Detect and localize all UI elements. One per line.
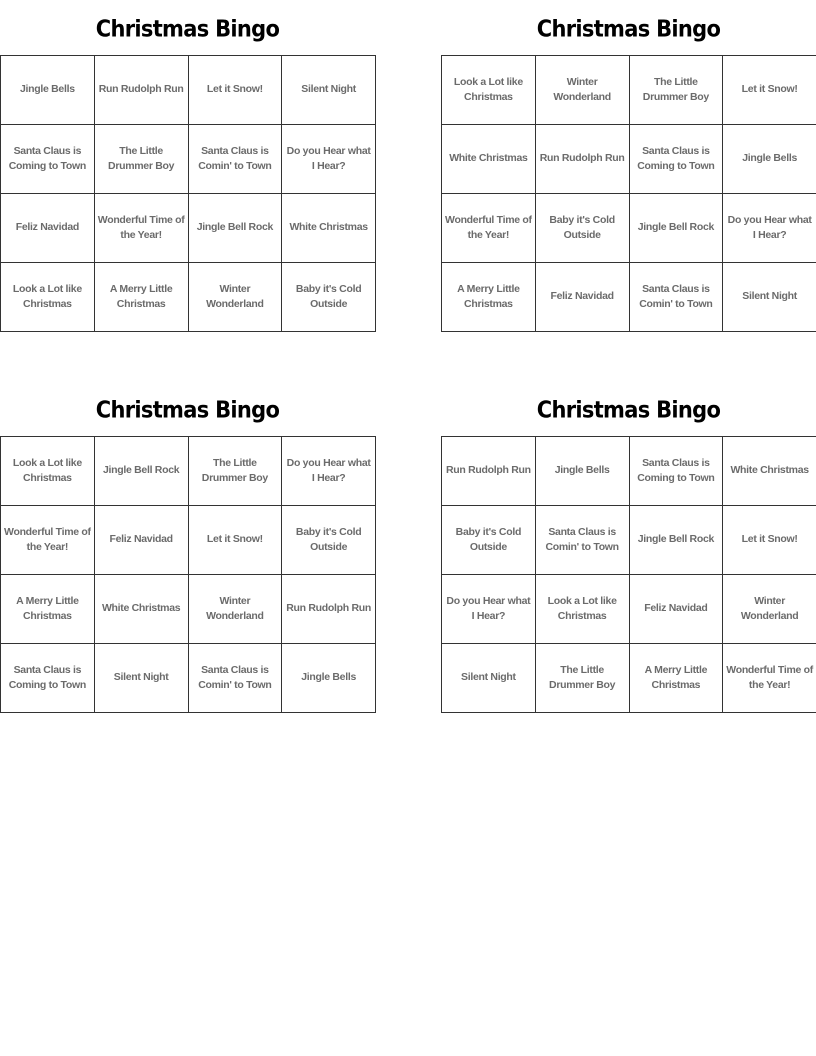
bingo-cell: Winter Wonderland xyxy=(535,56,629,125)
bingo-cell: Wonderful Time of the Year! xyxy=(1,506,95,575)
grid-row xyxy=(442,644,816,713)
bingo-cell: Jingle Bells xyxy=(723,125,816,194)
bingo-cell: Look a Lot like Christmas xyxy=(1,263,95,332)
bingo-grid xyxy=(0,436,376,713)
bingo-cell: White Christmas xyxy=(282,194,376,263)
bingo-cell: Jingle Bell Rock xyxy=(629,194,723,263)
bingo-cell: Winter Wonderland xyxy=(723,575,816,644)
bingo-cell: Feliz Navidad xyxy=(1,194,95,263)
grid-row xyxy=(442,194,816,263)
bingo-cell: Do you Hear what I Hear? xyxy=(442,575,536,644)
bingo-cell: Jingle Bells xyxy=(535,437,629,506)
grid-row xyxy=(1,575,376,644)
bingo-cell: Run Rudolph Run xyxy=(282,575,376,644)
bingo-cell: A Merry Little Christmas xyxy=(629,644,723,713)
card-title: Christmas Bingo xyxy=(536,397,721,424)
bingo-grid xyxy=(441,55,816,332)
bingo-cell: Silent Night xyxy=(282,56,376,125)
bingo-cell: Wonderful Time of the Year! xyxy=(94,194,188,263)
bingo-cell: Baby it's Cold Outside xyxy=(442,506,536,575)
bingo-cell: Santa Claus is Comin' to Town xyxy=(629,263,723,332)
bingo-cell: Winter Wonderland xyxy=(188,263,282,332)
bingo-cell: Santa Claus is Coming to Town xyxy=(629,437,723,506)
grid-row xyxy=(1,644,376,713)
bingo-cell: Feliz Navidad xyxy=(629,575,723,644)
bingo-cell: Do you Hear what I Hear? xyxy=(723,194,816,263)
bingo-cell: Look a Lot like Christmas xyxy=(535,575,629,644)
bingo-cell: Jingle Bells xyxy=(282,644,376,713)
grid-row xyxy=(1,263,376,332)
card-title: Christmas Bingo xyxy=(95,397,280,424)
bingo-cell: White Christmas xyxy=(442,125,536,194)
bingo-cell: Santa Claus is Coming to Town xyxy=(1,125,95,194)
bingo-cell: Let it Snow! xyxy=(723,506,816,575)
bingo-cell: Do you Hear what I Hear? xyxy=(282,125,376,194)
bingo-cell: Baby it's Cold Outside xyxy=(282,506,376,575)
bingo-cell: Santa Claus is Comin' to Town xyxy=(188,125,282,194)
bingo-card-1 xyxy=(0,0,375,332)
bingo-cell: The Little Drummer Boy xyxy=(535,644,629,713)
bingo-cell: Jingle Bells xyxy=(1,56,95,125)
bingo-card-3 xyxy=(0,381,375,713)
bingo-grid xyxy=(0,55,376,332)
bingo-cell: The Little Drummer Boy xyxy=(188,437,282,506)
bingo-cell: Look a Lot like Christmas xyxy=(1,437,95,506)
bingo-cell: Wonderful Time of the Year! xyxy=(442,194,536,263)
grid-row xyxy=(1,125,376,194)
bingo-cell: Feliz Navidad xyxy=(535,263,629,332)
bingo-cell: A Merry Little Christmas xyxy=(1,575,95,644)
bingo-cell: Wonderful Time of the Year! xyxy=(723,644,816,713)
bingo-cell: Santa Claus is Comin' to Town xyxy=(188,644,282,713)
grid-row xyxy=(1,56,376,125)
grid-row xyxy=(442,125,816,194)
bingo-cell: Jingle Bell Rock xyxy=(94,437,188,506)
card-title: Christmas Bingo xyxy=(95,16,280,43)
bingo-cell: Run Rudolph Run xyxy=(94,56,188,125)
bingo-cell: Let it Snow! xyxy=(723,56,816,125)
bingo-cell: Winter Wonderland xyxy=(188,575,282,644)
grid-row xyxy=(1,506,376,575)
bingo-card-4 xyxy=(441,381,816,713)
bingo-cell: Santa Claus is Comin' to Town xyxy=(535,506,629,575)
grid-row xyxy=(442,506,816,575)
bingo-cell: White Christmas xyxy=(94,575,188,644)
card-title: Christmas Bingo xyxy=(536,16,721,43)
bingo-cell: Silent Night xyxy=(442,644,536,713)
bingo-cell: Let it Snow! xyxy=(188,56,282,125)
bingo-cell: A Merry Little Christmas xyxy=(94,263,188,332)
grid-row xyxy=(442,263,816,332)
bingo-card-2 xyxy=(441,0,816,332)
bingo-cell: Santa Claus is Coming to Town xyxy=(1,644,95,713)
bingo-cell: Baby it's Cold Outside xyxy=(282,263,376,332)
bingo-cell: Baby it's Cold Outside xyxy=(535,194,629,263)
bingo-cell: White Christmas xyxy=(723,437,816,506)
bingo-cell: Look a Lot like Christmas xyxy=(442,56,536,125)
bingo-cell: Run Rudolph Run xyxy=(442,437,536,506)
bingo-cell: The Little Drummer Boy xyxy=(629,56,723,125)
bingo-cell: Jingle Bell Rock xyxy=(188,194,282,263)
grid-row xyxy=(442,56,816,125)
bingo-cell: Jingle Bell Rock xyxy=(629,506,723,575)
bingo-cell: Silent Night xyxy=(94,644,188,713)
grid-row xyxy=(1,437,376,506)
bingo-cell: The Little Drummer Boy xyxy=(94,125,188,194)
bingo-cell: Silent Night xyxy=(723,263,816,332)
bingo-cell: Run Rudolph Run xyxy=(535,125,629,194)
grid-row xyxy=(442,437,816,506)
grid-row xyxy=(1,194,376,263)
bingo-grid xyxy=(441,436,816,713)
bingo-cell: A Merry Little Christmas xyxy=(442,263,536,332)
bingo-cell: Santa Claus is Coming to Town xyxy=(629,125,723,194)
bingo-cell: Feliz Navidad xyxy=(94,506,188,575)
bingo-cell: Do you Hear what I Hear? xyxy=(282,437,376,506)
bingo-cell: Let it Snow! xyxy=(188,506,282,575)
grid-row xyxy=(442,575,816,644)
